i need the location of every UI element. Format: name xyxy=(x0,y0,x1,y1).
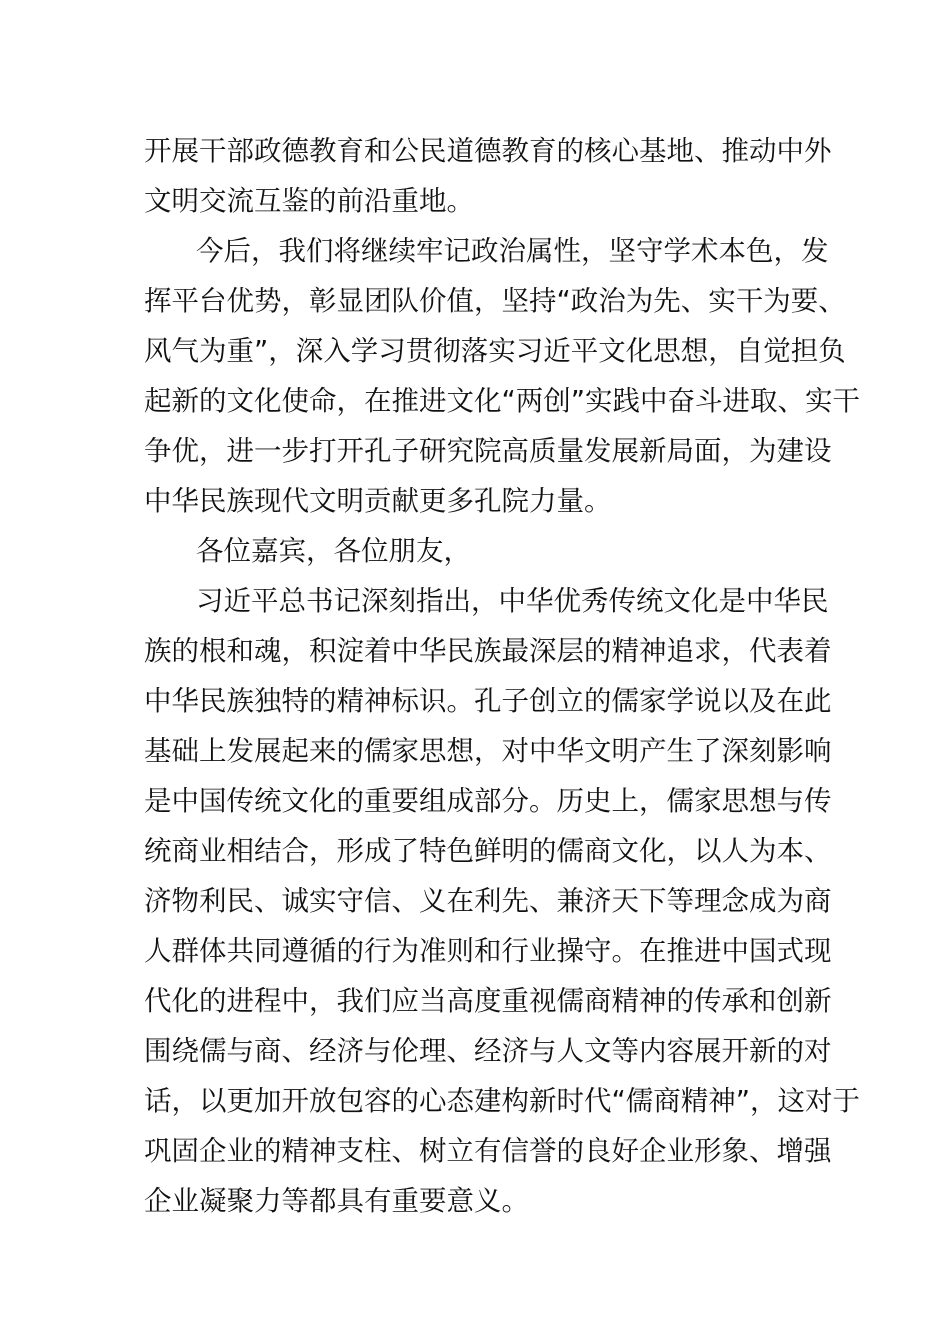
text-line: 企业凝聚力等都具有重要意义。 xyxy=(144,1185,529,1217)
text-line: 是中国传统文化的重要组成部分。历史上，儒家思想与传 xyxy=(144,785,832,817)
paragraph-start-line: 今后，我们将继续牢记政治属性，坚守学术本色，发 xyxy=(196,235,829,267)
text-line: 风气为重”，深入学习贯彻落实习近平文化思想，自觉担负 xyxy=(144,335,846,367)
text-line: 挥平台优势，彰显团队价值，坚持“政治为先、实干为要、 xyxy=(144,285,846,317)
salutation-line: 各位嘉宾，各位朋友， xyxy=(196,535,471,567)
text-line: 巩固企业的精神支柱、树立有信誉的良好企业形象、增强 xyxy=(144,1135,832,1167)
text-line: 人群体共同遵循的行为准则和行业操守。在推进中国式现 xyxy=(144,935,832,967)
text-line: 开展干部政德教育和公民道德教育的核心基地、推动中外 xyxy=(144,135,832,167)
text-line: 济物利民、诚实守信、义在利先、兼济天下等理念成为商 xyxy=(144,885,832,917)
text-line: 统商业相结合，形成了特色鲜明的儒商文化，以人为本、 xyxy=(144,835,832,867)
paragraph-start-line: 习近平总书记深刻指出，中华优秀传统文化是中华民 xyxy=(196,585,829,617)
text-line: 起新的文化使命，在推进文化“两创”实践中奋斗进取、实干 xyxy=(144,385,860,417)
text-line: 基础上发展起来的儒家思想，对中华文明产生了深刻影响 xyxy=(144,735,832,767)
text-line: 话，以更加开放包容的心态建构新时代“儒商精神”，这对于 xyxy=(144,1085,860,1117)
text-line: 代化的进程中，我们应当高度重视儒商精神的传承和创新 xyxy=(144,985,832,1017)
text-line: 中华民族现代文明贡献更多孔院力量。 xyxy=(144,485,612,517)
text-line: 族的根和魂，积淀着中华民族最深层的精神追求，代表着 xyxy=(144,635,832,667)
text-line: 围绕儒与商、经济与伦理、经济与人文等内容展开新的对 xyxy=(144,1035,832,1067)
text-line: 文明交流互鉴的前沿重地。 xyxy=(144,185,474,217)
text-line: 争优，进一步打开孔子研究院高质量发展新局面，为建设 xyxy=(144,435,832,467)
text-line: 中华民族独特的精神标识。孔子创立的儒家学说以及在此 xyxy=(144,685,832,717)
